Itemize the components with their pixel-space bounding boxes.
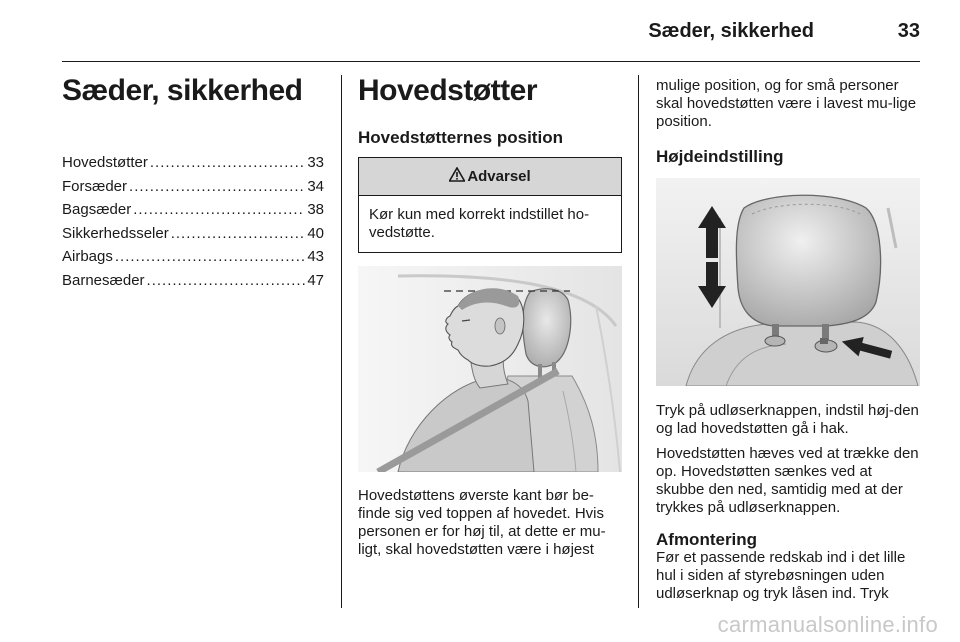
page-number: 33 <box>897 20 920 42</box>
section-title: Hovedstøtter <box>358 74 538 107</box>
toc-label: Airbags <box>62 248 113 265</box>
toc-leader <box>150 154 305 171</box>
warning-label: Advarsel <box>467 168 531 185</box>
warning-triangle-icon <box>449 167 465 186</box>
table-of-contents <box>62 154 324 295</box>
toc-page: 43 <box>307 248 324 265</box>
toc-label: Barnesæder <box>62 271 145 289</box>
toc-item[interactable] <box>62 225 324 249</box>
column-divider <box>341 75 342 608</box>
toc-label: Bagsæder <box>62 201 132 218</box>
height-adjust-column <box>656 77 922 183</box>
toc-item[interactable] <box>62 154 324 178</box>
toc-item[interactable] <box>62 178 324 202</box>
column-divider <box>638 75 639 608</box>
toc-page: 47 <box>307 271 324 289</box>
removal-text: Før et passende redskab ind i det lille hul i siden af styrebøsningen uden udløserknap og tryk låsen ind. Tryk <box>656 549 906 602</box>
headrest-height-illustration <box>656 178 920 386</box>
toc-leader <box>133 201 305 218</box>
toc-leader <box>147 272 306 289</box>
height-adjust-instructions <box>656 402 922 610</box>
toc-leader <box>171 225 306 242</box>
toc-page: 33 <box>307 154 324 171</box>
watermark: carmanualsonline.info <box>717 612 938 637</box>
running-header-title: Sæder, sikkerhed <box>648 20 814 42</box>
toc-item[interactable] <box>62 248 324 272</box>
headrests-column <box>358 74 622 253</box>
removal-heading: Afmontering <box>656 530 758 549</box>
toc-label: Sikkerhedsseler <box>62 224 169 242</box>
header-rule <box>62 61 920 62</box>
toc-item[interactable] <box>62 201 324 225</box>
subsection-title: Hovedstøtternes position <box>358 128 563 147</box>
headrest-position-text: Hovedstøttens øverste kant bør be-finde sig ved toppen af hovedet. Hvis personen er for høj til, at dette er mu-ligt, skal hovedstøtten være i højest <box>358 487 606 558</box>
warning-box <box>358 157 622 253</box>
warning-header <box>359 158 621 196</box>
toc-page: 40 <box>307 224 324 242</box>
toc-label: Hovedstøtter <box>62 154 148 171</box>
toc-label: Forsæder <box>62 177 128 195</box>
toc-leader <box>115 248 305 265</box>
height-adjust-heading: Højdeindstilling <box>656 147 784 166</box>
toc-leader <box>129 178 305 195</box>
raise-lower-text: Hovedstøtten hæves ved at trække den op. Hovedstøtten sænkes ved at skubbe den ned, samtidig med at der trykkes på udløserknappen. <box>656 445 919 516</box>
chapter-column <box>62 74 324 295</box>
warning-text: Kør kun med korrekt indstillet ho-vedstøtte. <box>369 206 590 241</box>
toc-page: 38 <box>307 201 324 218</box>
toc-item[interactable] <box>62 272 324 296</box>
chapter-title: Sæder, sikkerhed <box>62 74 303 107</box>
headrest-position-illustration <box>358 266 622 472</box>
toc-page: 34 <box>307 177 324 195</box>
release-button-text: Tryk på udløserknappen, indstil høj-den og lad hovedstøtten gå i hak. <box>656 402 919 437</box>
continuation-text: mulige position, og for små personer skal hovedstøtten være i lavest mu-lige position. <box>656 77 917 130</box>
